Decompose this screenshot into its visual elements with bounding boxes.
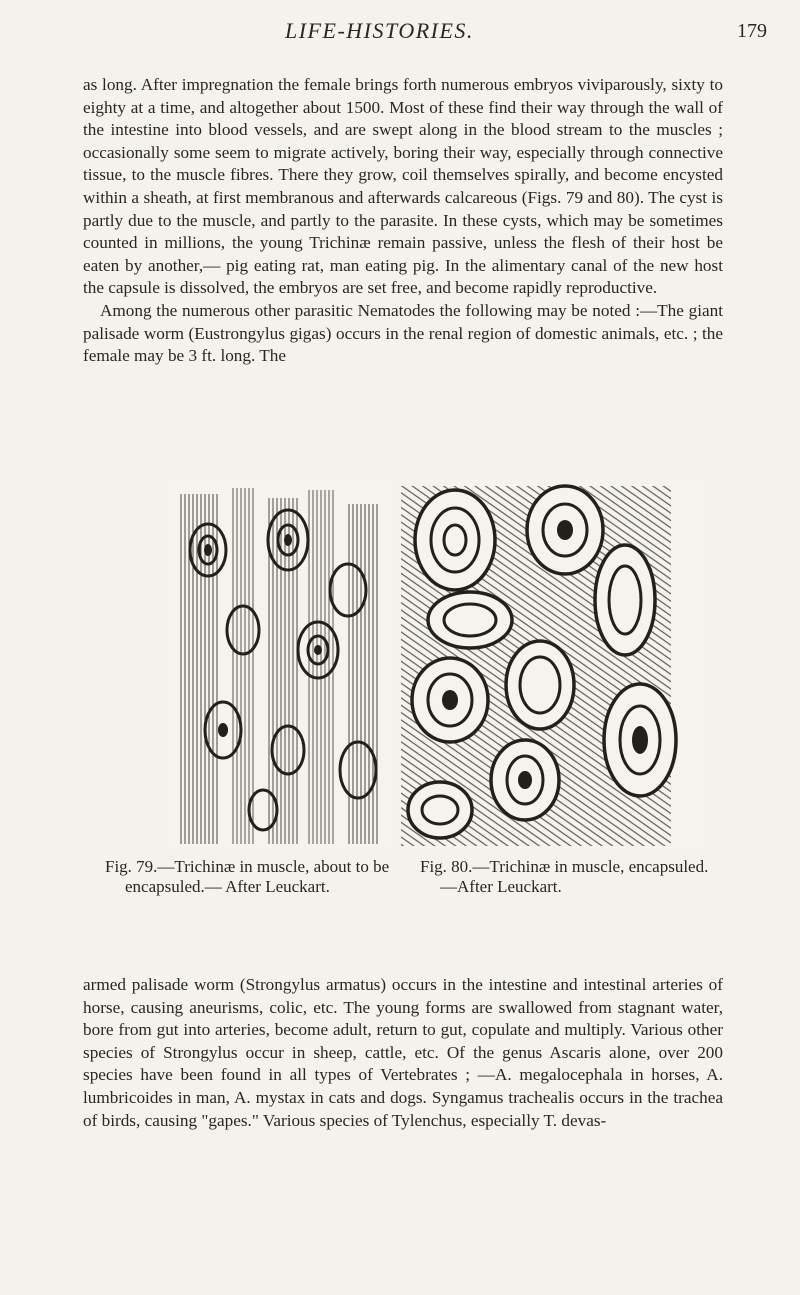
running-title: LIFE-HISTORIES. bbox=[285, 18, 474, 43]
page-number: 179 bbox=[737, 20, 767, 42]
caption-text: Fig. 80.—Trichinæ in muscle, encapsuled.—After Leuckart. bbox=[420, 857, 709, 896]
caption-text: Fig. 79.—Trichinæ in muscle, about to be encapsuled.— After Leuckart. bbox=[105, 857, 390, 896]
figure-80-illustration bbox=[395, 480, 705, 852]
paragraph: Among the numerous other parasitic Nematodes the following may be noted :—The giant palisade worm (Eustrongylus gigas) occurs in the renal region of domestic animals, etc. ; the female may be 3 ft. long. The bbox=[83, 300, 723, 366]
paragraph: armed palisade worm (Strongylus armatus) occurs in the intestine and intestinal arteries of horse, causing aneurisms, colic, etc. The young forms are swallowed from stagnant water, bore from gut into arteries, become adult, return to gut, copulate and multiply. Various other species of Strongylus occur in sheep, cattle, etc. Of the genus Ascaris alone, over 200 species have been found in all types of Vertebrates ; —A. megalocephala in horses, A. lumbricoides in man, A. mystax in cats and dogs. Syngamus trachealis occurs in the trachea of birds, causing "gapes." Various species of Tylenchus, especially T. devas- bbox=[83, 975, 723, 1130]
paragraph: as long. After impregnation the female brings forth numerous embryos viviparously, sixty to eighty at a time, and altogether about 1500. Most of these find their way through the wall of the intestine into blood vessels, and are swept along in the blood stream to the muscles ; occasionally some seem to migrate actively, boring their way, especially through connective tissue, to the muscle fibres. There they grow, coil themselves spirally, and become encysted within a sheath, at first membranous and afterwards calcareous (Figs. 79 and 80). The cyst is partly due to the muscle, and partly to the parasite. In these cysts, which may be sometimes counted in millions, the young Trichinæ remain passive, unless the flesh of their host be eaten by another,— pig eating rat, man eating pig. In the alimentary canal of the new host the capsule is dissolved, the embryos are set free, and become rapidly reproductive. bbox=[83, 75, 723, 298]
figure-79-illustration bbox=[168, 480, 393, 852]
figure-79-caption bbox=[105, 857, 395, 897]
figure-80-caption bbox=[420, 857, 710, 897]
body-text-top bbox=[83, 74, 723, 368]
body-text-bottom bbox=[83, 974, 723, 1132]
page-header bbox=[0, 14, 800, 54]
